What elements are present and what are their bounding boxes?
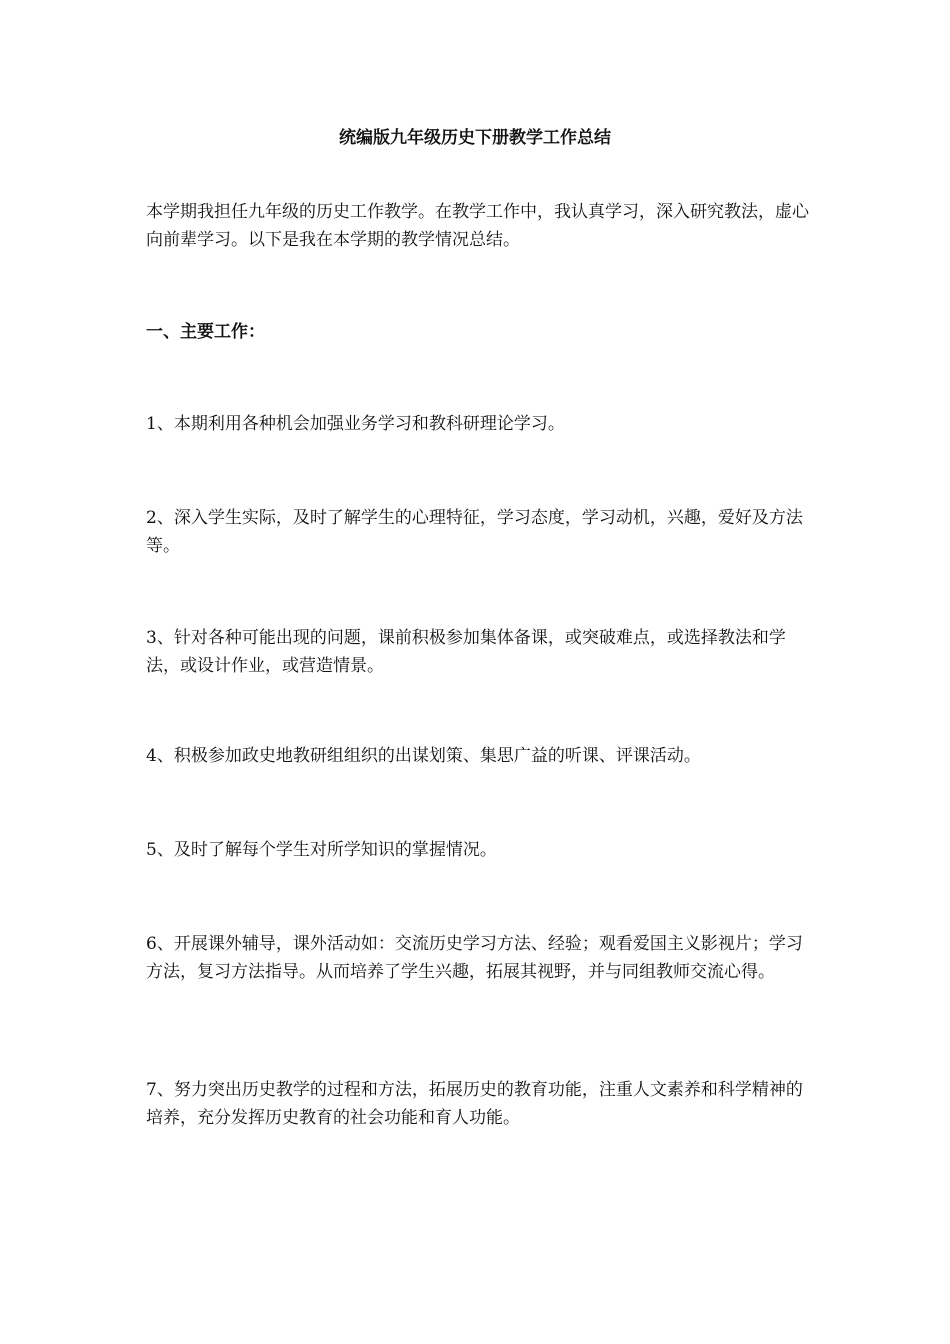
section-heading: 一、主要工作： <box>146 322 265 342</box>
intro-paragraph: 本学期我担任九年级的历史工作教学。在教学工作中，我认真学习，深入研究教法，虚心向前辈学习。以下是我在本学期的教学情况总结。 <box>146 202 809 250</box>
list-item-5: 5、及时了解每个学生对所学知识的掌握情况。 <box>146 840 497 860</box>
list-item-6: 6、开展课外辅导，课外活动如：交流历史学习方法、经验；观看爱国主义影视片；学习方法，复习方法指导。从而培养了学生兴趣，拓展其视野，并与同组教师交流心得。 <box>146 934 803 982</box>
list-item-4: 4、积极参加政史地教研组组织的出谋划策、集思广益的听课、评课活动。 <box>146 746 701 766</box>
list-item-2: 2、深入学生实际，及时了解学生的心理特征，学习态度，学习动机，兴趣，爱好及方法等。 <box>146 508 803 556</box>
list-item-1: 1、本期利用各种机会加强业务学习和教科研理论学习。 <box>146 414 565 434</box>
list-item-7: 7、努力突出历史教学的过程和方法，拓展历史的教育功能，注重人文素养和科学精神的培养，充分发挥历史教育的社会功能和育人功能。 <box>146 1080 803 1128</box>
list-item-3: 3、针对各种可能出现的问题，课前积极参加集体备课，或突破难点，或选择教法和学法，或设计作业，或营造情景。 <box>146 628 786 676</box>
document-title: 统编版九年级历史下册教学工作总结 <box>339 128 611 148</box>
